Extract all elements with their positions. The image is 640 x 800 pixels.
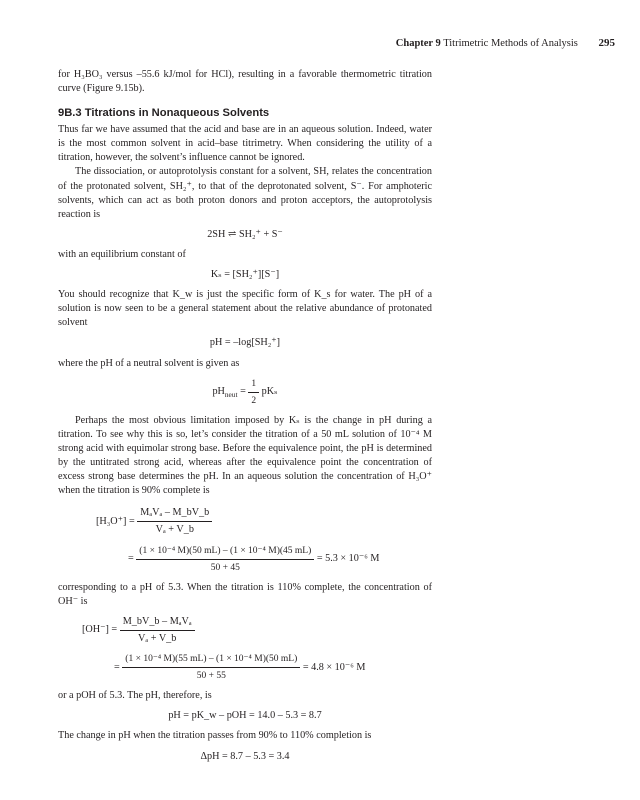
body-text — [58, 68, 432, 770]
equation-oh-numeric: = $\frac{\text{(1 × 10⁻⁴ M)(55 mL) – (1 × 10⁻⁴ M)(50 mL)}}{50 + 55}$ = 4.8 × 10⁻⁶ M — [114, 654, 366, 682]
equation-ph-final: pH = pK_w – pOH = 14.0 – 5.3 = 8.7 — [168, 710, 322, 722]
paragraph-2: The dissociation, or autoprotolysis constant for a solvent, SH, relates the concentration of the protonated solvent, SH₂⁺, to that of the deprotonated solvent, S⁻. For amphoteric solvents, which can act as both proton donors and proton acceptors, the autoprotolysis reaction is — [58, 166, 432, 220]
chapter-label: Chapter 9 — [395, 38, 441, 49]
equation-ph-neutral: $pH_{neut}$ = $\frac{1}{2}$ pKₛ — [58, 377, 432, 408]
equation-oh-symbolic: [OH⁻] = $\frac{\text{M\_bV\_b – MₐVₐ}}{\text{Vₐ + V\_b}}$ — [82, 615, 432, 646]
fraction-one-half: $\frac{1}{2}$ — [248, 377, 259, 408]
running-header — [396, 37, 615, 49]
paragraph-5: where the pH of a neutral solvent is given as — [58, 357, 240, 369]
paragraph-4: You should recognize that K_w is just the specific form of K_s for water. The pH of a solution is now seen to be a general statement about the relative abundance of protonated solvent — [58, 289, 432, 329]
equation-autoprotolysis: 2SH ⇌ SH₂⁺ + S⁻ — [207, 228, 283, 240]
paragraph-6: Perhaps the most obvious limitation imposed by Kₛ is the change in pH during a titration. To see why this is so, let’s consider the titration of a 50 mL solution of 10⁻⁴ M strong acid with equimolar strong base. Before the equivalence point, the pH is determined by the untitrated strong acid, whereas after the equivalence point the concentration of excess strong base determines the pH. In an aqueous solution the concentration of H₃O⁺ when the titration is 90% complete is — [58, 414, 432, 497]
equation-ks: Kₛ = [SH₂⁺][S⁻] — [210, 269, 280, 281]
paragraph-8: or a pOH of 5.3. The pH, therefore, is — [58, 690, 212, 702]
equation-delta-ph: ΔpH = 8.7 – 5.3 = 3.4 — [200, 750, 290, 762]
equation-h3o-symbolic: [H₃O⁺] = $\frac{\text{MₐVₐ – M\_bV\_b}}{\text{Vₐ + V\_b}}$ — [96, 506, 432, 537]
equation-h3o-numeric: = $\frac{\text{(1 × 10⁻⁴ M)(50 mL) – (1 × 10⁻⁴ M)(45 mL)}}{50 + 45}$ = 5.3 × 10⁻⁶ M — [128, 545, 380, 573]
chapter-title: Titrimetric Methods of Analysis — [443, 38, 578, 49]
paragraph-3: with an equilibrium constant of — [58, 248, 186, 260]
section-heading: 9B.3 Titrations in Nonaqueous Solvents — [58, 107, 270, 120]
paragraph-7: corresponding to a pH of 5.3. When the titration is 110% complete, the concentration of OH⁻ is — [58, 581, 432, 607]
paragraph-9: The change in pH when the titration passes from 90% to 110% completion is — [58, 730, 372, 742]
paragraph-1: Thus far we have assumed that the acid and base are in an aqueous solution. Indeed, water is the most common solvent in acid–base titrimetry. When considering the utility of a titration, however, the solvent’s influence cannot be ignored. — [58, 124, 432, 164]
page-number: 295 — [598, 37, 615, 49]
intro-paragraph: for H₃BO₃ versus –55.6 kJ/mol for HCl), resulting in a favorable thermometric titration curve (Figure 9.15b). — [58, 69, 432, 95]
equation-ph: pH = –log[SH₂⁺] — [209, 337, 281, 349]
